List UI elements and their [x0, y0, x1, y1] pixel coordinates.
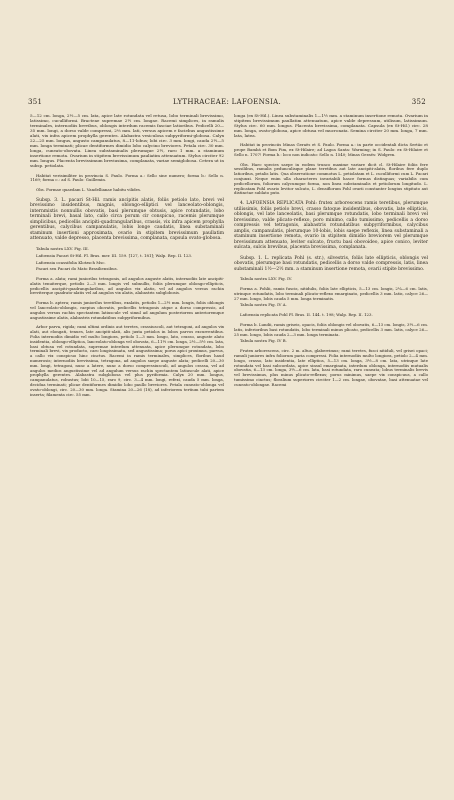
paragraph: Obs. Haec species saepe in eodem trunco maxime variare dicit cl. St-Hilaire foliis fere sessilibus, ramulis pedunculisque plane teretibus aut late ancipiti-alatis, floribus fere duplo latioribus, petalis latis. Qua observatione commotus L. petiolatam et L. cuculliformi cum L. Pacari conjunxi. Neque enim ulla characteres invariabili hasce formas distinguas; variabilis cum pedicellorum, foliorum calycumque forma, non linea substaminalis et petiolorum longitudo. L. replicatam Pohl ovario levitor sulcato, L. densiflorum Pohl ovarii constanter longius stipitato aut distinctae sublato puto. — [234, 161, 428, 196]
paragraph: Tabula nostra Fig. IV B. — [240, 338, 287, 344]
paragraph: Tabula nostra Fig. IV A. — [240, 302, 287, 308]
paragraph: Habitat verisimiliter in provincia S. Paulo. Forma a.: Sello sine numero; forma b.: Sello n. 1169; forma c.: ad S. Paulo: Guillemin. — [30, 172, 224, 183]
paragraph: Lafoensia replicata Pohl Pl. Bras. II. 144. t. 198; Walp. Rep. II. 123. — [240, 312, 373, 318]
paragraph: Forma a. alata; rami juniorilus tetragonis, ad angulos anguste alatis, internodiis late ancipiti-alatis tenuiterque, petiolis 2—3 mm. longis vel subnullis, foliis plerumque oblongo-ellipticis, pedicellis ancipiti-quadrangularibus, ad angulos vix alatis, vel ad angulos versus rachin breviterque quadrato-alatis vel ad angulos vix alatis, alabastris subglobosis. — [30, 276, 224, 296]
paragraph: Arbor parva, rigida; rami ultimi ordinis aut teretes, crassiuscoli, aut tetragoni, ad angulos vix alati, aut elongati, tenues, late ancipiti-alati, alis juxta petiolos in lobos parvos excurrentibus. Folia internodiis dimidio vel multo longiora, petiolo 1—3 mm. longo, lato, crasso, anguste alato insidentia, oblongo-elliptica, lanceolato-oblonga vel obovata, 6—11½ cm. longa, 2½—5½ cm. lata, basi obtusa vel rotundata, supremae interdum attenuata, apice plerumque rotundata, lobo terminali brevi, vix producto, caro longissimata, sed angustissima; porus apici proximus, parvus, a callo vix conspicuo hinc cinctus. Racemi in ramis terminales, simplices, floribus haud numerosis; internodiis brevissima, tetragona, ad angulos saepe anguste alata; pedicelli 20—30 mm. longi, tetragoni, nunc a latere, nunc a dorso compressiusculi, ad angulos crassa, vel ad angulos medios angustissime vel ad angulum versus rachin spectantem latiuscule alati, apice prophylla gerentes. Alabastra subglobosa vel plus pyriformia. Calyx 20 mm. longus, campanulatus, robustus; lobi 10—15, raro 9, circ. 3—4 mm. longi, refexi, cauda 5 mm. longa, decidua terminati; plicae dentiformes dimidio lobo paullo breviores. Petala cuneato-oblonga vel ovato-oblongi, circ. 20—30 mm. longa. Stamina 20—26 (18), ad inferiorem tertium tubi partem inserta; filamenta circ. 55 mm. — [30, 324, 224, 397]
paragraph: longa (ex St-Hil.). Linea substaminalis 1—1½ mm. a staminum insertione remota. Ovarium in stipitem brevissimum paullatim attenuatum, apice valde depressum, utilisum, latissimum. Stylus circ. 60 mm. longus. Placenta brevissima, complanata. Capsula (ex St-Hil.) circ. 28 mm. longa, ovato-globosa, apice obtusa vel mucronata. Semina circiter 20 mm. longa, 7 mm. lata, latea. — [234, 113, 428, 139]
running-title: LYTHRACEAE: LAFOENSIA. — [172, 98, 282, 106]
paragraph: Pacari seu Pacari do Mato Brasiliensibus. — [36, 266, 118, 272]
left-column — [30, 113, 224, 399]
right-column — [234, 113, 428, 390]
paragraph: Tabula nostra LXV. Fig. IV. — [240, 276, 292, 282]
paragraph: 5—12 cm. longa, 2½—5 cm. lata, apice late rotundata vel retusa, lobo terminali brevissimo, latissimo, cuculliformi. Bracteae supremae 2½ cm. longae. Racemi simplices, in ramulis terminales, internodiis brevibus, oblongis interdum racemis fasciae latioribus. Pedicelli 20—35 mm. longi, a dorso valde compressi, 2⅔ mm. lati, versus apicem e faciebus angustissime alati, vix infra apicem prophylla gerentes. Alabastra vesiculosa subpyriformi-globosa. Calyx 22—25 mm. longus, angusto campanulatus, 8—11-lobus; lobi circ. 3 mm. longi, cauda 2½—5 mm. longa terminati; plicae dentiformes dimidio lobo calycino breviores. Petala circ. 30 mm. longa, cuneato-obovata. Linea substaminalis plerumque 2½, raro 1 mm. a staminum insertione remota. Ovarium in stipitem brevissimum pauliatim attenuatum. Stylus circiter 92 mm. longus. Placenta brevissimum breviusima, complanata, variae semiglobosa. Cetera ut in subsp. petiolata. — [30, 113, 224, 169]
paragraph: Tabula nostra LXV. Fig. III. — [36, 245, 89, 251]
paragraph: Forma b. Lundii, ramis griseis, opacis, foliis oblongis vel obovatis, 6—13 cm. longis, 3½—6 cm. latis, inferioribus basi rotundatis, lobo terminali minus plicato, pedicellis 3 mm. latis, calyce 26—25 mm. longo, lobis cauda 2—3 mm. longa terminata. — [234, 321, 428, 337]
paragraph: 4. LAFOENSIA REPLICATA Pohl: frutex arborescens ramis teretibus, plerumque utilissimis, foliis petiolo brevi, crasso fatoque insidentibus, obovatis, late ellipticis, oblongis, vel late lanceolatis, basi plerumque rotundatis, lobo terminali brevi vel brevissimo, valde plicato-reflexo, poro minimo, callo tumissimo, pedicellis a dorso compressis vel tetragonis, alabastris rotundatibus subpyriformibus, calycibus amplis, campanulatis, plerumque 10-lobis, lobis saepe reflexis, linea substaminali a staminum insertione remota, ovario in stipitem dimidio breviorem vel plerumque brevissimum attenuato, leviter sulcato, fructu basi obovoideo, apice conico, leviter sulcata, sulcis brevibus, placenta brevissima, complanata. — [234, 201, 428, 251]
paragraph: Lafoensia Pacari St-Hil. Fl. Bras. mer. III. 159. [127, t. 181]; Walp. Rep. II. 123. — [36, 252, 193, 258]
paragraph: Lafoensia ocassifolia Klotzsch Msc. — [36, 259, 106, 265]
paragraph: Forma a. Pohlii, ramis fuscis, nitidulis, foliis late ellipticis, 5—13 cm. longis, 2¼—6 cm. latis, utrinque rotundatis, lobo terminali plicato-reflexo emarginato, pedicellis 3 mm. latis, calyce 26—27 mm. longo, lobis cauda 5 mm. longa terminatis. — [234, 286, 428, 301]
paragraph: Obs. Formae quaedam L. Vandellianae habitu vilides. — [36, 187, 142, 193]
paragraph: Forma b. aptera; ramis juniorilus teretibus, exalatis, petiolis 1—2½ mm. longis, foliis oblongis vel lanceolato-oblongis, raepius obovatis, pedicellis tetragonis atque a dorso compressis, ad angulos versus rachin spectantem latiuscule vel simul ad angulum posteriorem anterioremque angustissime alatis, alabastris rotundatibus subpyriformibus. — [30, 300, 224, 320]
page-number-left: 351 — [28, 98, 43, 106]
paragraph: Frutex arborescens, circ. 2 m. altus, glaberrimus; rami teretes, fusci nitiduli, vel grisei opaci; ramuli juniores infra foliorum paria compressi. Folia internodiis multo longiora, petiolo 2—4 mm. longo, crasso, lato insidentia, late elliptica, 5—13 cm. longa, 3½—8 cm. lata, utrinque late rotundata vel basi subcordata, apice sinsul emarginata, interdum oblonga, internodiis mutualis obovatia, 6—13 cm. longa, 3½—6 cm. lata, basi rotundata, raro cuneata; lobus terminalis brevis vel brevissimus, plus minus plicato-reflexus; porus minimus, saepe vix conspicuus, a callo tumissimo cinctus; floralium superiores circiter 1—2 cm. longae, obovatae, basi attenuatae vel cuneato-oblongae. Racemi — [234, 348, 428, 387]
running-header — [28, 98, 426, 110]
paragraph: Subsp. 1. L. replicata Pohl (s. str.), silvestris, foliis late ellipticis, oblongis vel obovatis, plerumque basi rotundatis, pedicellis a dorso valde compressis, latis, linea substaminali 1½—2½ mm. a staminum insertione remota, ovarii stipite brevissimo. — [234, 255, 428, 272]
paragraph: Habitat in provinciis Minas Geraës et S. Paulo. Forma a.: in parte occidentali dicta Sertão et prope Bambá et Bom Fim, ex St-Hilaire; ad Lagoa Santa: Warming; in S. Paulo: ex St-Hilaire et Sello n. 1707! Forma b.: loco non indicato: Sello n. 1540; Minas Geraës: Widgren. — [234, 142, 428, 157]
paragraph: Subsp. 3. L. pacari St-Hil. ramis ancipitis alatis, foliis petiolo lato, brevi vel brevissimo insidentibus, magnis, oblongo-elliptici vel lanceolato-oblongis, internmixtis nonnullis obovatis, basi plerumque obtusis, apice rotundatis, lobo terminali brevi, basal lato, callo circa porum cir conspicuo, racemis plerumque simplicibus, pedicellis ancipiti-quadrangularibus, crassis, vix infra apicem prophylla gerentibus, calycibus campanulatis, lobis longe caudatis, linea substaminali staminum insertioni approximata, ovario in stipitem brevissimum paullatim attenuato, valde depresso, placenta brevissima, complanata, capsula ovato-globosa. — [30, 197, 224, 242]
page-number-right: 352 — [411, 98, 426, 106]
